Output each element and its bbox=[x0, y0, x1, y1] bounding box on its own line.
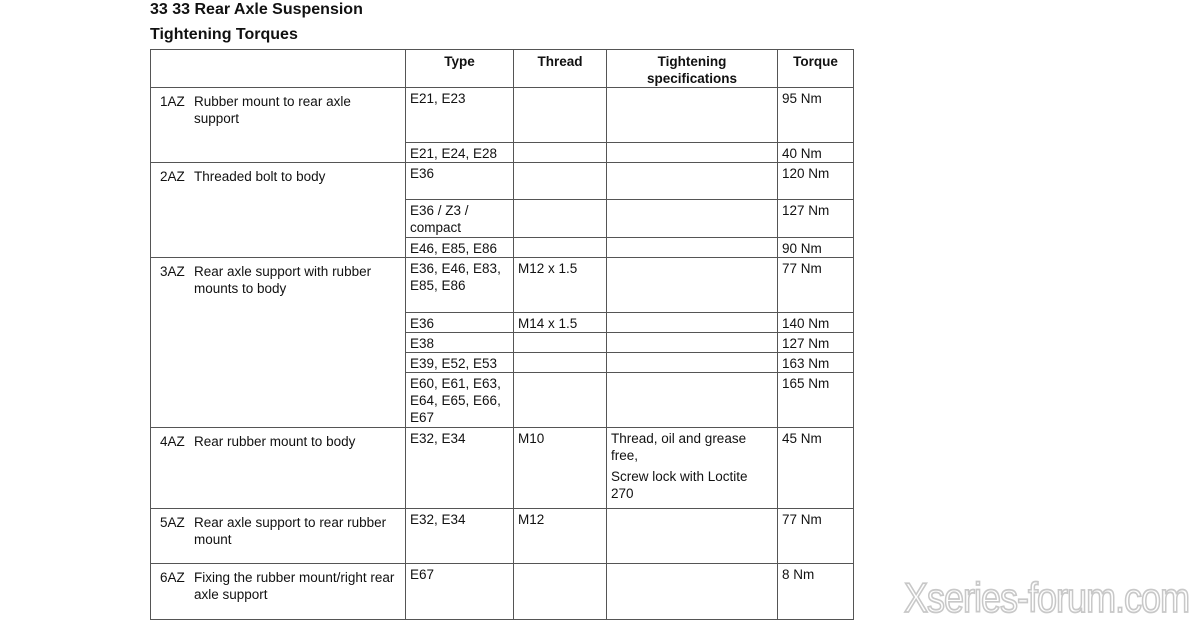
spec-cell bbox=[607, 163, 778, 200]
torque-cell: 77 Nm bbox=[778, 509, 854, 564]
torque-cell: 163 Nm bbox=[778, 353, 854, 373]
type-cell: E67 bbox=[406, 564, 514, 620]
item-code: 1AZ bbox=[160, 94, 185, 109]
item-cell bbox=[151, 258, 406, 428]
torque-cell: 40 Nm bbox=[778, 143, 854, 163]
item-description: Threaded bolt to body bbox=[194, 169, 326, 184]
table-header-row bbox=[151, 50, 854, 88]
spec-line: Thread, oil and grease free, bbox=[611, 431, 747, 463]
item-code: 5AZ bbox=[160, 515, 185, 530]
type-cell: E21, E23 bbox=[406, 88, 514, 143]
spec-cell bbox=[607, 564, 778, 620]
table-row bbox=[151, 258, 854, 313]
spec-cell bbox=[607, 88, 778, 143]
thread-cell bbox=[514, 353, 607, 373]
torque-cell: 127 Nm bbox=[778, 333, 854, 353]
table-row bbox=[151, 163, 854, 200]
spec-cell bbox=[607, 428, 778, 509]
item-cell bbox=[151, 428, 406, 509]
type-cell: E32, E34 bbox=[406, 428, 514, 509]
spec-cell bbox=[607, 200, 778, 238]
item-code: 4AZ bbox=[160, 434, 185, 449]
thread-cell bbox=[514, 163, 607, 200]
type-cell: E36 bbox=[406, 313, 514, 333]
thread-cell: M12 bbox=[514, 509, 607, 564]
table-row bbox=[151, 509, 854, 564]
item-cell bbox=[151, 163, 406, 258]
item-description: Rear axle support with rubber mounts to body bbox=[194, 264, 372, 296]
spec-cell bbox=[607, 238, 778, 258]
type-cell: E32, E34 bbox=[406, 509, 514, 564]
torque-cell: 165 Nm bbox=[778, 373, 854, 428]
torque-cell: 95 Nm bbox=[778, 88, 854, 143]
thread-cell bbox=[514, 238, 607, 258]
torque-cell: 8 Nm bbox=[778, 564, 854, 620]
torque-cell: 127 Nm bbox=[778, 200, 854, 238]
item-description: Rear rubber mount to body bbox=[194, 434, 356, 449]
table-row bbox=[151, 88, 854, 143]
item-code: 2AZ bbox=[160, 169, 185, 184]
header-type: Type bbox=[406, 50, 514, 88]
thread-cell bbox=[514, 88, 607, 143]
header-torque: Torque bbox=[778, 50, 854, 88]
type-cell: E39, E52, E53 bbox=[406, 353, 514, 373]
spec-line: Screw lock with Loctite 270 bbox=[611, 469, 748, 501]
type-cell: E46, E85, E86 bbox=[406, 238, 514, 258]
thread-cell bbox=[514, 143, 607, 163]
spec-cell bbox=[607, 143, 778, 163]
type-cell: E36 / Z3 / compact bbox=[406, 200, 514, 238]
thread-cell: M12 x 1.5 bbox=[514, 258, 607, 313]
spec-cell bbox=[607, 509, 778, 564]
type-cell: E38 bbox=[406, 333, 514, 353]
thread-cell bbox=[514, 373, 607, 428]
item-code: 3AZ bbox=[160, 264, 185, 279]
item-cell bbox=[151, 509, 406, 564]
item-cell bbox=[151, 564, 406, 620]
header-spec: Tightening specifications bbox=[607, 50, 778, 88]
type-cell: E36 bbox=[406, 163, 514, 200]
spec-cell bbox=[607, 333, 778, 353]
item-description: Rubber mount to rear axle support bbox=[194, 94, 351, 126]
spec-cell bbox=[607, 373, 778, 428]
thread-cell bbox=[514, 200, 607, 238]
watermark-text: Xseries-forum.com bbox=[904, 574, 1190, 622]
item-description: Rear axle support to rear rubber mount bbox=[194, 515, 387, 547]
torque-cell: 120 Nm bbox=[778, 163, 854, 200]
type-cell: E21, E24, E28 bbox=[406, 143, 514, 163]
type-cell: E36, E46, E83, E85, E86 bbox=[406, 258, 514, 313]
thread-cell: M14 x 1.5 bbox=[514, 313, 607, 333]
type-cell: E60, E61, E63, E64, E65, E66, E67 bbox=[406, 373, 514, 428]
torque-cell: 77 Nm bbox=[778, 258, 854, 313]
torque-cell: 90 Nm bbox=[778, 238, 854, 258]
thread-cell bbox=[514, 564, 607, 620]
table-row bbox=[151, 564, 854, 620]
header-description bbox=[151, 50, 406, 88]
spec-cell bbox=[607, 313, 778, 333]
item-code: 6AZ bbox=[160, 570, 185, 585]
table-row bbox=[151, 428, 854, 509]
section-title: Tightening Torques bbox=[150, 26, 298, 43]
spec-cell bbox=[607, 258, 778, 313]
thread-cell: M10 bbox=[514, 428, 607, 509]
torque-table bbox=[150, 49, 854, 620]
header-thread: Thread bbox=[514, 50, 607, 88]
torque-cell: 45 Nm bbox=[778, 428, 854, 509]
page-title: 33 33 Rear Axle Suspension bbox=[150, 1, 363, 18]
torque-cell: 140 Nm bbox=[778, 313, 854, 333]
thread-cell bbox=[514, 333, 607, 353]
item-description: Fixing the rubber mount/right rear axle support bbox=[194, 570, 395, 602]
item-cell bbox=[151, 88, 406, 163]
spec-cell bbox=[607, 353, 778, 373]
